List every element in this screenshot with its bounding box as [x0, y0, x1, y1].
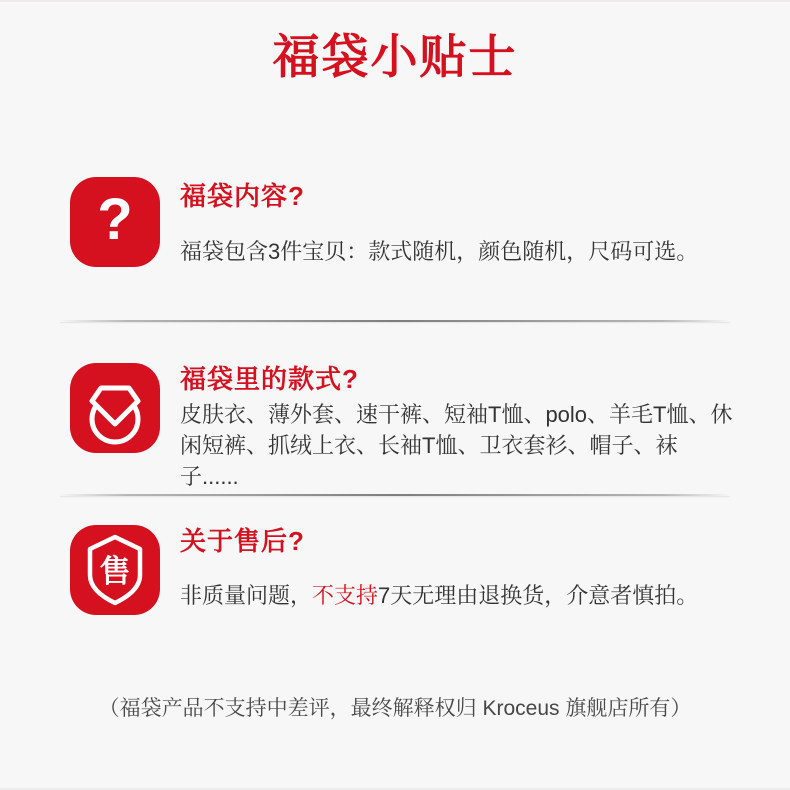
- question-glyph: ?: [97, 187, 133, 252]
- section-heading-contents: 福袋内容?: [180, 181, 305, 211]
- aftersale-shield-icon: [70, 525, 160, 615]
- diamond-ring-icon: [70, 363, 160, 453]
- body-prefix: 非质量问题，: [180, 583, 313, 608]
- section-text-column: [180, 177, 736, 267]
- section-text-column: [180, 525, 736, 611]
- section-after-sale: [70, 525, 736, 615]
- section-body-after-sale: [180, 580, 736, 611]
- section-fudai-styles: [70, 363, 736, 492]
- shield-glyph: 售: [99, 554, 131, 589]
- section-body-styles: 皮肤衣、薄外套、速干裤、短袖T恤、polo、羊毛T恤、休闲短裤、抓绒上衣、长袖T恤、卫衣套衫、帽子、袜子......: [180, 402, 733, 489]
- section-heading-styles: 福袋里的款式?: [180, 364, 359, 394]
- section-fudai-contents: [70, 177, 736, 267]
- page-title: 福袋小贴士: [272, 30, 518, 83]
- body-suffix: 7天无理由退换货，介意者慎拍。: [378, 583, 699, 608]
- footer-disclaimer: （福袋产品不支持中差评，最终解释权归 Kroceus 旗舰店所有）: [98, 697, 692, 720]
- section-body-contents: 福袋包含3件宝贝：款式随机，颜色随机，尺码可选。: [180, 239, 699, 264]
- top-edge-divider: [0, 0, 790, 2]
- section-divider: [60, 320, 730, 322]
- section-text-column: [180, 363, 736, 492]
- section-heading-after-sale: 关于售后?: [180, 526, 305, 556]
- question-mark-icon: [70, 177, 160, 267]
- section-divider: [60, 494, 730, 496]
- body-highlight-no-support: 不支持: [312, 583, 379, 608]
